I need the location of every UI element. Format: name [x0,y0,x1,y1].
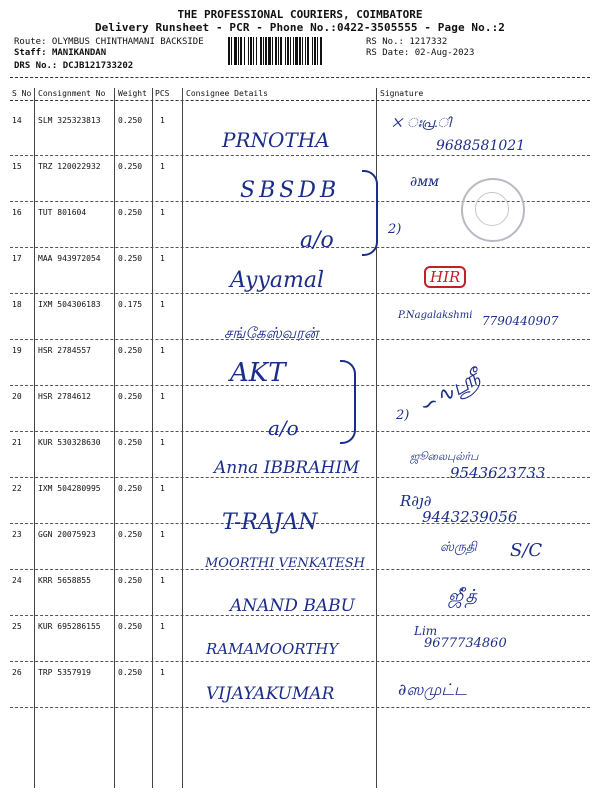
handwritten-consignee: T-RAJAN [222,510,318,535]
col-sno: S No [12,89,32,98]
handwritten-phone: 9543623733 [450,464,546,482]
pcs-count: 1 [160,392,165,401]
handwritten-phone: 9688581021 [436,138,526,154]
column-header-divider [10,100,590,101]
serial-number: 14 [12,116,22,125]
consignment-number: KUR 695286155 [38,622,101,631]
bracket-mark [340,360,356,444]
serial-number: 25 [12,622,22,631]
pcs-count: 1 [160,346,165,355]
consignment-number: TRZ 120022932 [38,162,101,171]
handwritten-consignee: Ayyamal [230,268,324,293]
serial-number: 15 [12,162,22,171]
handwritten-consignee: RAMAMOORTHY [206,640,339,658]
staff-name: MANIKANDAN [51,48,107,58]
pcs-count: 1 [160,438,165,447]
pcs-count: 1 [160,254,165,263]
handwritten-signature: ∂ஸமுட்ட [398,680,467,699]
delivery-stamp [461,178,525,242]
weight-value: 0.250 [118,576,143,585]
consignment-number: KRR 5658855 [38,576,91,585]
pcs-count: 1 [160,116,165,125]
handwritten-signature: ∽∿ஸ்ரீ [415,365,485,420]
weight-value: 0.175 [118,300,143,309]
handwritten-consignee: a/o [300,228,334,253]
col-pcs: PCS [155,89,170,98]
weight-value: 0.250 [118,392,143,401]
staff-line [14,48,106,58]
weight-value: 0.250 [118,116,143,125]
handwritten-signature: ✕ ഃപ്ര.ി [392,116,451,131]
pcs-count: 1 [160,162,165,171]
pcs-count: 1 [160,622,165,631]
weight-value: 0.250 [118,162,143,171]
handwritten-mark: HIR [424,266,466,288]
handwritten-consignee: ANAND BABU [230,596,355,616]
handwritten-consignee: PRNOTHA [222,128,330,152]
handwritten-signature: Lim [414,624,438,638]
pcs-count: 1 [160,530,165,539]
handwritten-mark: 2) [388,222,402,237]
serial-number: 24 [12,576,22,585]
weight-value: 0.250 [118,346,143,355]
consignment-number: KUR 530328630 [38,438,101,447]
handwritten-signature: R∂ȷ∂ [400,492,432,510]
table-row [10,386,590,432]
drs-number: DRS No.: DCJB121733202 [14,61,134,71]
serial-number: 18 [12,300,22,309]
weight-value: 0.250 [118,530,143,539]
pcs-count: 1 [160,300,165,309]
handwritten-consignee: AKT [230,358,286,388]
col-signature: Signature [380,89,424,98]
consignment-number: HSR 2784612 [38,392,91,401]
handwritten-consignee: SBSDB [240,178,341,203]
table-row [10,340,590,386]
handwritten-signature: ∂ᴍᴍ [410,174,440,190]
rs-number: RS No.: 1217332 [366,37,448,47]
col-consignment: Consignment No [38,89,106,98]
serial-number: 22 [12,484,22,493]
handwritten-consignee: Anna IBBRAHIM [214,458,360,478]
serial-number: 20 [12,392,22,401]
col-details: Consignee Details [186,89,268,98]
consignment-number: IXM 504306183 [38,300,101,309]
handwritten-consignee: VIJAYAKUMAR [206,684,335,704]
consignment-number: HSR 2784557 [38,346,91,355]
weight-value: 0.250 [118,208,143,217]
staff-label: Staff: [14,48,47,58]
col-weight: Weight [118,89,147,98]
weight-value: 0.250 [118,438,143,447]
pcs-count: 1 [160,576,165,585]
pcs-count: 1 [160,668,165,677]
handwritten-phone: 9677734860 [424,636,507,651]
handwritten-consignee: a/o [268,416,299,440]
consignment-number: MAA 943972054 [38,254,101,263]
consignment-number: TRP 5357919 [38,668,91,677]
consignment-number: SLM 325323813 [38,116,101,125]
handwritten-signature: ஜீ்த் [448,586,477,607]
weight-value: 0.250 [118,484,143,493]
serial-number: 23 [12,530,22,539]
consignment-number: TUT 801604 [38,208,87,217]
pcs-count: 1 [160,208,165,217]
header-divider [10,77,590,78]
consignment-number: GGN 20075923 [38,530,96,539]
serial-number: 19 [12,346,22,355]
handwritten-mark: S/C [510,540,543,561]
weight-value: 0.250 [118,254,143,263]
bracket-mark [362,170,378,256]
barcode [228,37,360,65]
runsheet-subtitle: Delivery Runsheet - PCR - Phone No.:0422-3505555 - Page No.:2 [94,21,506,34]
handwritten-mark: 2) [396,408,410,423]
handwritten-signature: ஜூலைபுல்ர்ப [410,450,479,463]
pcs-count: 1 [160,484,165,493]
handwritten-phone: 9443239056 [422,508,518,526]
serial-number: 26 [12,668,22,677]
weight-value: 0.250 [118,668,143,677]
route-text: Route: OLYMBUS CHINTHAMANI BACKSIDE [14,37,204,47]
rs-date: RS Date: 02-Aug-2023 [366,48,475,58]
company-title: THE PROFESSIONAL COURIERS, COIMBATORE [177,8,423,21]
consignment-number: IXM 504280995 [38,484,101,493]
handwritten-consignee: MOORTHI VENKATESH [205,556,365,571]
row-divider [10,707,590,708]
handwritten-phone: 7790440907 [482,314,559,328]
weight-value: 0.250 [118,622,143,631]
handwritten-signature: P.Nagalakshmi [398,310,473,321]
serial-number: 17 [12,254,22,263]
handwritten-signature: ஸ்ருதி [440,540,477,555]
serial-number: 21 [12,438,22,447]
serial-number: 16 [12,208,22,217]
handwritten-consignee: சங்கேஸ்வரன் [224,324,319,342]
